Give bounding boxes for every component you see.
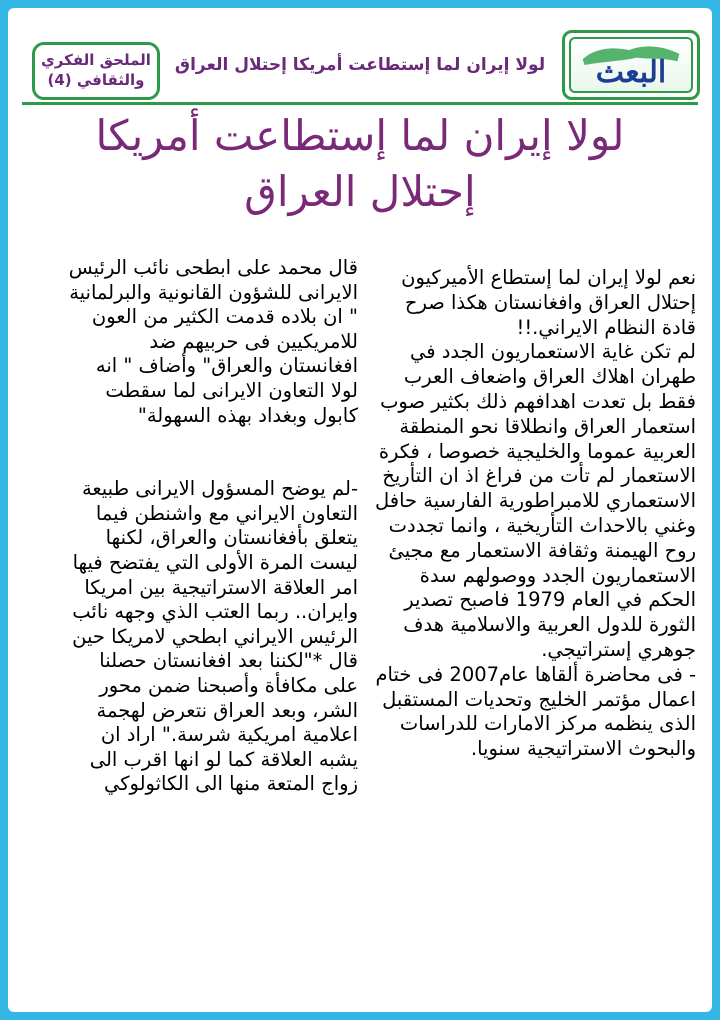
right-paragraph-2: لم تكن غاية الاستعماريون الجدد في طهران اهلاك العراق واضعاف العرب فقط بل تعدت اهدافهم ذلك بكثير صوب استعمار العراق وانطلاقا نحو المنطقة العربية عموما والخليجية خصوصا ، فكرة الاستعمار لم تأت من فراغ اذ ان التأريخ الاستعماري للامبراطورية الفارسية حافل وغني بالاحداث التأريخية ، وانما تجددت روح الهيمنة وثقافة الاستعمار مع مجيئ الاستعماريون الجدد ووصولهم سدة الحكم في العام 1979 فاصبح تصدير الثورة للدول العربية والاسلامية هدف جوهري إستراتيجي.	[375, 340, 696, 661]
article-title-line-2: إحتلال العراق	[244, 167, 476, 216]
paragraph-gap	[68, 428, 358, 477]
newspaper-page	[8, 8, 712, 1012]
right-paragraph-3: - فى محاضرة ألقاها عام2007 فى ختام اعمال مؤتمر الخليج وتحديات المستقبل الذى ينظمه مركز الامارات للدراسات والبحوث الاستراتيجية سنويا.	[375, 662, 696, 761]
logo-text: البعث	[595, 55, 667, 90]
left-paragraph-2: -لم يوضح المسؤول الايرانى طبيعة التعاون الايراني مع واشنطن فيما يتعلق بأفغانستان والعراق، لكنها ليست المرة الأولى التي يفتضح فيها امر العلاقة الاستراتيجية بين امريكا وايران.. ربما العتب الذي وجهه نائب الرئيس الايراني ابطحي لامريكا حين قال *"لكننا بعد افغانستان حصلنا على مكافأة وأصبحنا ضمن محور الشر، وبعد العراق نتعرض لهجمة اعلامية امريكية شرسة." اراد ان يشبه العلاقة كما لو انها اقرب الى زواج المتعة منها الى الكاثولوكي	[72, 477, 358, 796]
supplement-badge	[32, 42, 160, 100]
header-title: لولا إيران لما إستطاعت أمريكا إحتلال العراق	[174, 55, 546, 75]
right-paragraph-1: نعم لولا إيران لما إستطاع الأميركيون إحتلال العراق وافغانستان هكذا صرح قادة النظام الايراني.!!	[401, 266, 696, 339]
supplement-line-1: الملحق الفكري	[41, 51, 151, 69]
article-right-column	[370, 266, 696, 762]
article-title-line-1: لولا إيران لما إستطاعت أمريكا	[95, 111, 625, 160]
header-divider	[22, 102, 698, 105]
article-title	[28, 108, 692, 220]
article-left-column	[68, 256, 358, 797]
page-header	[16, 20, 704, 100]
supplement-line-2: والثقافي (4)	[47, 71, 145, 89]
left-paragraph-1: قال محمد على ابطحى نائب الرئيس الايرانى للشؤون القانونية والبرلمانية " ان بلاده قدمت الكثير من العون للامريكيين فى حربيهم ضد افغانستان والعراق" وأضاف " انه لولا التعاون الايرانى لما سقطت كابول وبغداد بهذه السهولة"	[68, 256, 358, 427]
newspaper-logo	[562, 30, 700, 100]
logo-frame	[569, 37, 693, 93]
